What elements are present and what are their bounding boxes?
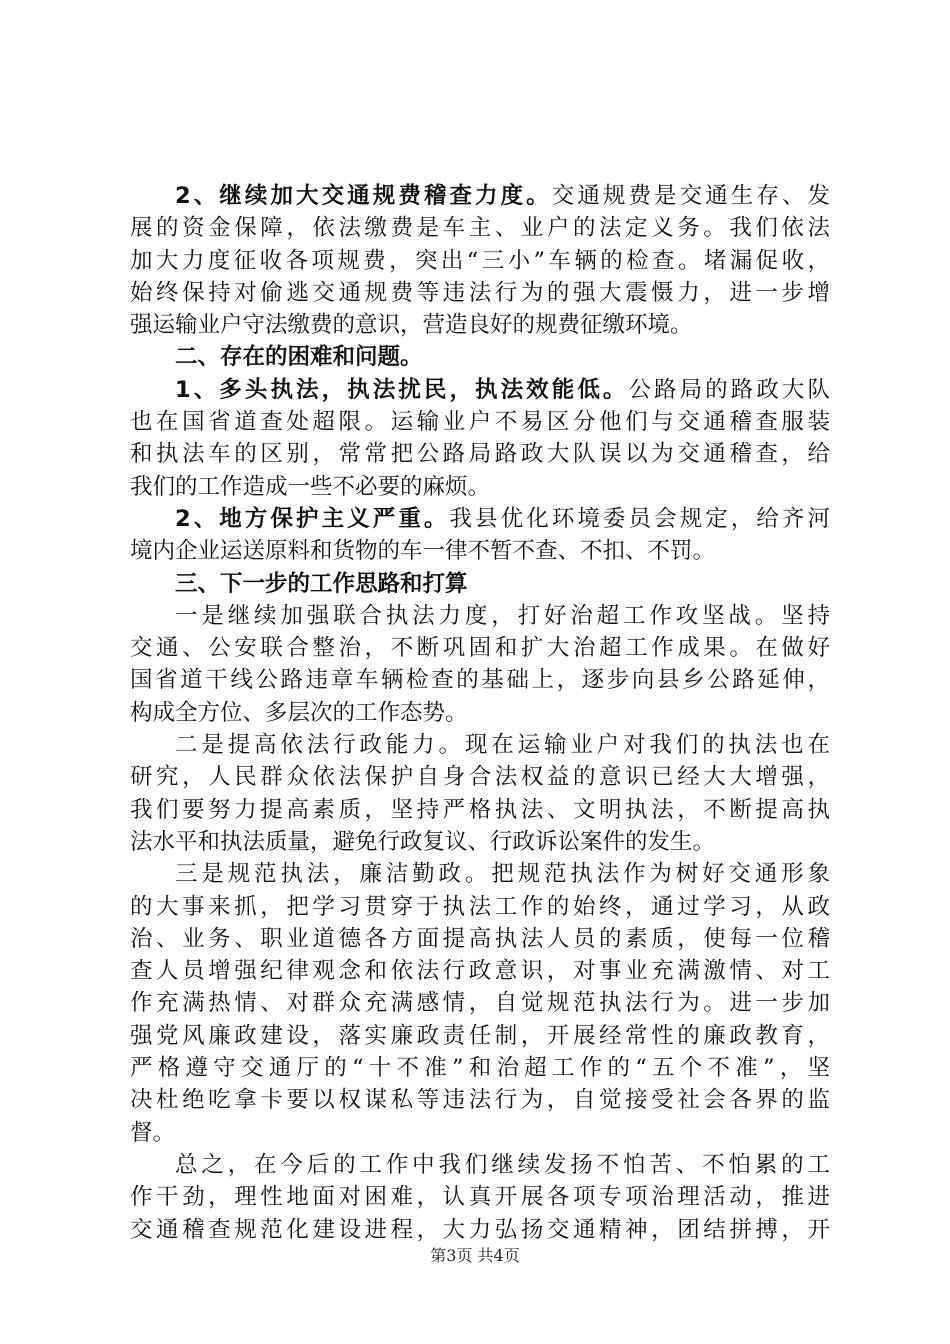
paragraph-line: 总之，在今后的工作中我们继续发扬不怕苦、不怕累的工 (175, 1151, 830, 1178)
paragraph-line: 始终保持对偷逃交通规费等违法行为的强大震慑力，进一步增 (130, 279, 830, 306)
paragraph-text: 公路局的路政大队 (628, 376, 830, 403)
paragraph-line: 督。 (130, 1119, 176, 1146)
paragraph-line: 严格遵守交通厅的“十不准”和治超工作的“五个不准”，坚 (130, 1055, 830, 1082)
paragraph-line: 也在国省道查处超限。运输业户不易区分他们与交通稽查服装 (130, 409, 830, 436)
paragraph-line: 构成全方位、多层次的工作态势。 (130, 699, 468, 726)
paragraph-line: 境内企业运送原料和货物的车一律不暂不查、不扣、不罚。 (130, 538, 716, 565)
paragraph-heading: 1、多头执法，执法扰民，执法效能低。 (175, 376, 629, 403)
paragraph-line (130, 180, 830, 212)
paragraph-line: 作充满热情、对群众充满感情，自觉规范执法行为。进一步加 (130, 990, 830, 1017)
paragraph-line: 一是继续加强联合执法力度，打好治超工作攻坚战。坚持 (175, 602, 830, 629)
paragraph-line: 和执法车的区别，常常把公路局路政大队误以为交通稽查，给 (130, 441, 830, 468)
paragraph-line: 国省道干线公路违章车辆检查的基础上，逐步向县乡公路延伸， (130, 667, 830, 694)
paragraph-line (130, 503, 830, 535)
paragraph-line: 我们要努力提高素质，坚持严格执法、文明执法，不断提高执 (130, 796, 830, 823)
paragraph-text: 交通规费是交通生存、发 (551, 183, 830, 209)
paragraph-line (130, 374, 830, 406)
paragraph-line: 作干劲，理性地面对困难，认真开展各项专项治理活动，推进 (130, 1184, 830, 1211)
paragraph-heading: 2、地方保护主义严重。 (175, 505, 450, 532)
paragraph-text: 我县优化环境委员会规定，给齐河 (449, 505, 830, 532)
paragraph-line: 交通稽查规范化建设进程，大力弘扬交通精神，团结拼搏，开 (130, 1216, 830, 1243)
paragraph-line: 决杜绝吃拿卡要以权谋私等违法行为，自觉接受社会各界的监 (130, 1087, 830, 1114)
paragraph-line: 交通、公安联合整治，不断巩固和扩大治超工作成果。在做好 (130, 635, 830, 662)
section-heading: 三、下一步的工作思路和打算 (175, 570, 468, 597)
paragraph-line: 加大力度征收各项规费，突出“三小”车辆的检查。堵漏促收， (130, 247, 830, 274)
paragraph-line: 研究，人民群众依法保护自身合法权益的意识已经大大增强， (130, 764, 830, 791)
document-body (130, 180, 830, 1246)
paragraph-line: 治、业务、职业道德各方面提高执法人员的素质，使每一位稽 (130, 925, 830, 952)
section-heading: 二、存在的困难和问题。 (175, 344, 423, 371)
paragraph-line: 展的资金保障，依法缴费是车主、业户的法定义务。我们依法 (130, 215, 830, 242)
paragraph-line: 强党风廉政建设，落实廉政责任制，开展经常性的廉政教育， (130, 1022, 830, 1049)
page-number-footer: 第3页 共4页 (430, 1246, 520, 1265)
paragraph-line: 查人员增强纪律观念和依法行政意识，对事业充满激情、对工 (130, 958, 830, 985)
paragraph-line: 法水平和执法质量，避免行政复议、行政诉讼案件的发生。 (130, 828, 716, 855)
paragraph-line: 我们的工作造成一些不必要的麻烦。 (130, 473, 491, 500)
paragraph-line: 强运输业户守法缴费的意识，营造良好的规费征缴环境。 (130, 312, 693, 339)
paragraph-line: 二是提高依法行政能力。现在运输业户对我们的执法也在 (175, 732, 830, 759)
paragraph-line: 三是规范执法，廉洁勤政。把规范执法作为树好交通形象 (175, 861, 830, 888)
paragraph-line: 的大事来抓，把学习贯穿于执法工作的始终，通过学习，从政 (130, 893, 830, 920)
paragraph-heading: 2、继续加大交通规费稽查力度。 (175, 183, 552, 209)
